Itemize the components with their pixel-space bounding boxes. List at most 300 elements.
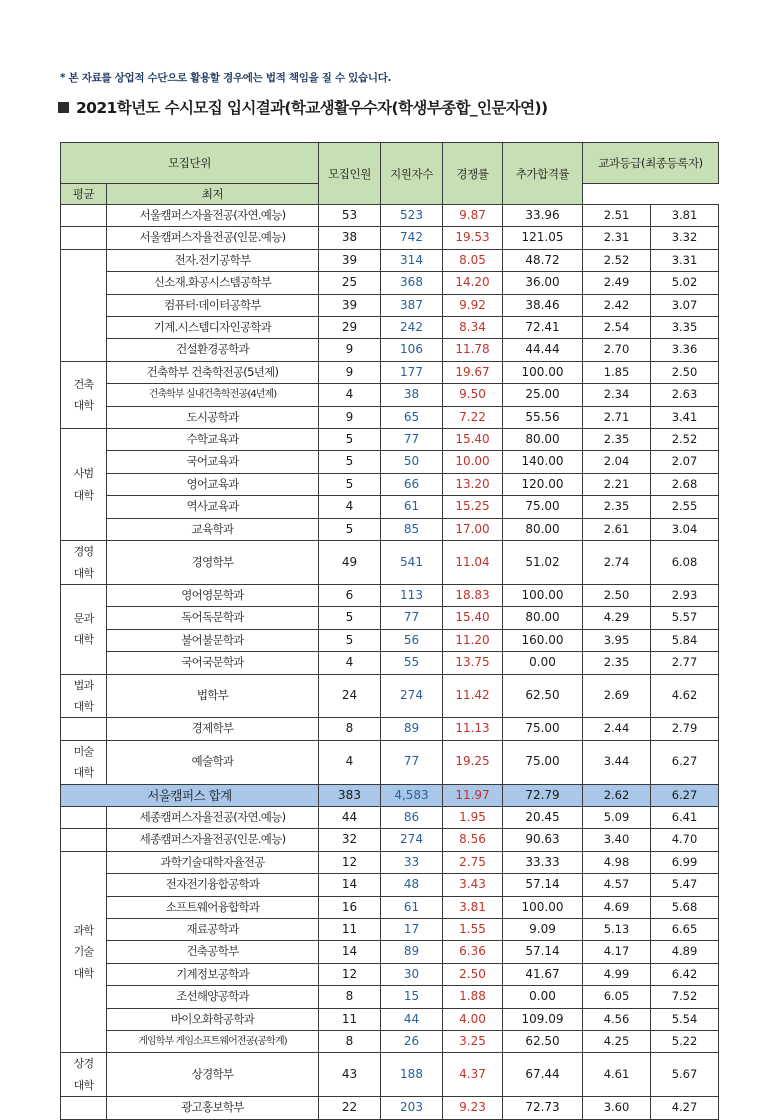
capacity-cell: 6 — [319, 584, 381, 606]
college-group-label — [61, 1097, 107, 1119]
capacity-cell: 16 — [319, 896, 381, 918]
extra-pass-rate-cell: 57.14 — [503, 941, 583, 963]
grade-average-cell: 1.85 — [583, 361, 651, 383]
extra-pass-rate-cell: 25.00 — [503, 384, 583, 406]
major-name-cell: 영어교육과 — [107, 473, 319, 495]
capacity-cell: 8 — [319, 1031, 381, 1053]
college-group-label — [61, 829, 107, 851]
competition-ratio-cell: 1.55 — [443, 919, 503, 941]
major-name-cell: 기계정보공학과 — [107, 963, 319, 985]
grade-average-cell: 3.40 — [583, 829, 651, 851]
header-capacity: 모집인원 — [319, 143, 381, 205]
capacity-cell: 29 — [319, 317, 381, 339]
competition-ratio-cell: 15.40 — [443, 429, 503, 451]
applicants-cell: 368 — [381, 272, 443, 294]
header-ratio: 경쟁률 — [443, 143, 503, 205]
competition-ratio-cell: 7.22 — [443, 406, 503, 428]
competition-ratio-cell: 17.00 — [443, 518, 503, 540]
grade-average-cell: 3.44 — [583, 740, 651, 784]
table-row — [61, 294, 719, 316]
extra-pass-rate-cell: 75.00 — [503, 496, 583, 518]
capacity-cell: 43 — [319, 1053, 381, 1097]
extra-pass-rate-cell: 57.14 — [503, 874, 583, 896]
college-group-label — [61, 249, 107, 361]
grade-minimum-cell: 3.81 — [651, 205, 719, 227]
applicants-cell: 742 — [381, 227, 443, 249]
table-row — [61, 496, 719, 518]
capacity-cell: 22 — [319, 1097, 381, 1119]
competition-ratio-cell: 8.34 — [443, 317, 503, 339]
capacity-cell: 49 — [319, 541, 381, 585]
grade-average-cell: 2.35 — [583, 429, 651, 451]
capacity-cell: 383 — [319, 784, 381, 806]
major-name-cell: 수학교육과 — [107, 429, 319, 451]
extra-pass-rate-cell: 62.50 — [503, 674, 583, 718]
applicants-cell: 15 — [381, 986, 443, 1008]
grade-average-cell: 4.61 — [583, 1053, 651, 1097]
grade-average-cell: 2.35 — [583, 496, 651, 518]
major-name-cell: 건설환경공학과 — [107, 339, 319, 361]
extra-pass-rate-cell: 67.44 — [503, 1053, 583, 1097]
table-row — [61, 406, 719, 428]
major-name-cell: 역사교육과 — [107, 496, 319, 518]
college-group-label: 미술 대학 — [61, 740, 107, 784]
grade-minimum-cell: 2.50 — [651, 361, 719, 383]
grade-average-cell: 4.56 — [583, 1008, 651, 1030]
major-name-cell: 바이오화학공학과 — [107, 1008, 319, 1030]
major-name-cell: 경제학부 — [107, 718, 319, 740]
extra-pass-rate-cell: 80.00 — [503, 429, 583, 451]
competition-ratio-cell: 14.20 — [443, 272, 503, 294]
competition-ratio-cell: 13.75 — [443, 652, 503, 674]
competition-ratio-cell: 2.75 — [443, 851, 503, 873]
table-row — [61, 674, 719, 718]
applicants-cell: 56 — [381, 629, 443, 651]
extra-pass-rate-cell: 80.00 — [503, 607, 583, 629]
grade-average-cell: 2.54 — [583, 317, 651, 339]
table-row — [61, 317, 719, 339]
applicants-cell: 85 — [381, 518, 443, 540]
extra-pass-rate-cell: 38.46 — [503, 294, 583, 316]
applicants-cell: 38 — [381, 384, 443, 406]
grade-average-cell: 2.74 — [583, 541, 651, 585]
grade-minimum-cell: 5.02 — [651, 272, 719, 294]
table-row — [61, 851, 719, 873]
college-group-label: 경영 대학 — [61, 541, 107, 585]
capacity-cell: 9 — [319, 339, 381, 361]
applicants-cell: 106 — [381, 339, 443, 361]
grade-minimum-cell: 5.84 — [651, 629, 719, 651]
competition-ratio-cell: 8.56 — [443, 829, 503, 851]
capacity-cell: 25 — [319, 272, 381, 294]
competition-ratio-cell: 9.87 — [443, 205, 503, 227]
capacity-cell: 38 — [319, 227, 381, 249]
extra-pass-rate-cell: 72.79 — [503, 784, 583, 806]
competition-ratio-cell: 9.92 — [443, 294, 503, 316]
grade-average-cell: 2.31 — [583, 227, 651, 249]
extra-pass-rate-cell: 48.72 — [503, 249, 583, 271]
table-row — [61, 718, 719, 740]
grade-minimum-cell: 6.27 — [651, 740, 719, 784]
grade-average-cell: 2.42 — [583, 294, 651, 316]
applicants-cell: 17 — [381, 919, 443, 941]
table-body — [61, 205, 719, 1120]
major-name-cell: 과학기술대학자율전공 — [107, 851, 319, 873]
major-name-cell: 전자.전기공학부 — [107, 249, 319, 271]
extra-pass-rate-cell: 75.00 — [503, 740, 583, 784]
competition-ratio-cell: 9.23 — [443, 1097, 503, 1119]
competition-ratio-cell: 3.43 — [443, 874, 503, 896]
major-name-cell: 예술학과 — [107, 740, 319, 784]
major-name-cell: 교육학과 — [107, 518, 319, 540]
capacity-cell: 5 — [319, 629, 381, 651]
grade-average-cell: 2.04 — [583, 451, 651, 473]
table-row — [61, 963, 719, 985]
table-row — [61, 272, 719, 294]
grade-minimum-cell: 4.62 — [651, 674, 719, 718]
extra-pass-rate-cell: 20.45 — [503, 806, 583, 828]
header-grade-group: 교과등급(최종등록자) — [583, 143, 719, 184]
major-name-cell: 재료공학과 — [107, 919, 319, 941]
college-group-label — [61, 205, 107, 227]
competition-ratio-cell: 19.53 — [443, 227, 503, 249]
grade-minimum-cell: 3.04 — [651, 518, 719, 540]
extra-pass-rate-cell: 55.56 — [503, 406, 583, 428]
table-row — [61, 227, 719, 249]
grade-average-cell: 2.62 — [583, 784, 651, 806]
extra-pass-rate-cell: 33.96 — [503, 205, 583, 227]
grade-minimum-cell: 6.08 — [651, 541, 719, 585]
extra-pass-rate-cell: 72.41 — [503, 317, 583, 339]
grade-average-cell: 2.61 — [583, 518, 651, 540]
grade-minimum-cell: 7.52 — [651, 986, 719, 1008]
capacity-cell: 4 — [319, 652, 381, 674]
table-row-total — [61, 784, 719, 806]
table-row — [61, 339, 719, 361]
college-group-label: 건축 대학 — [61, 361, 107, 428]
extra-pass-rate-cell: 36.00 — [503, 272, 583, 294]
table-row — [61, 1053, 719, 1097]
grade-average-cell: 2.44 — [583, 718, 651, 740]
grade-average-cell: 2.52 — [583, 249, 651, 271]
page-title-text: 2021학년도 수시모집 입시결과(학교생활우수자(학생부종합_인문자연)) — [76, 99, 548, 117]
capacity-cell: 11 — [319, 919, 381, 941]
extra-pass-rate-cell: 75.00 — [503, 718, 583, 740]
extra-pass-rate-cell: 0.00 — [503, 986, 583, 1008]
extra-pass-rate-cell: 41.67 — [503, 963, 583, 985]
extra-pass-rate-cell: 109.09 — [503, 1008, 583, 1030]
applicants-cell: 242 — [381, 317, 443, 339]
major-name-cell: 서울캠퍼스자율전공(자연.예능) — [107, 205, 319, 227]
grade-average-cell: 2.49 — [583, 272, 651, 294]
competition-ratio-cell: 10.00 — [443, 451, 503, 473]
applicants-cell: 541 — [381, 541, 443, 585]
major-name-cell: 세종캠퍼스자율전공(인문.예능) — [107, 829, 319, 851]
grade-minimum-cell: 3.32 — [651, 227, 719, 249]
table-row — [61, 829, 719, 851]
grade-minimum-cell: 3.07 — [651, 294, 719, 316]
applicants-cell: 77 — [381, 429, 443, 451]
major-name-cell: 컴퓨터·데이터공학부 — [107, 294, 319, 316]
applicants-cell: 48 — [381, 874, 443, 896]
table-row — [61, 205, 719, 227]
applicants-cell: 274 — [381, 829, 443, 851]
competition-ratio-cell: 2.50 — [443, 963, 503, 985]
grade-minimum-cell: 2.93 — [651, 584, 719, 606]
capacity-cell: 9 — [319, 406, 381, 428]
major-name-cell: 기계.시스템디자인공학과 — [107, 317, 319, 339]
total-row-label: 서울캠퍼스 합계 — [61, 784, 319, 806]
table-row — [61, 473, 719, 495]
grade-average-cell: 5.13 — [583, 919, 651, 941]
legal-notice: * 본 자료를 상업적 수단으로 활용할 경우에는 법적 책임을 질 수 있습니다. — [60, 72, 392, 84]
grade-average-cell: 4.17 — [583, 941, 651, 963]
grade-average-cell: 2.34 — [583, 384, 651, 406]
grade-average-cell: 2.21 — [583, 473, 651, 495]
capacity-cell: 5 — [319, 518, 381, 540]
extra-pass-rate-cell: 140.00 — [503, 451, 583, 473]
major-name-cell: 도시공학과 — [107, 406, 319, 428]
table-row — [61, 941, 719, 963]
extra-pass-rate-cell: 100.00 — [503, 584, 583, 606]
grade-minimum-cell: 3.35 — [651, 317, 719, 339]
table-row — [61, 429, 719, 451]
header-grade-avg: 평균 — [61, 184, 107, 205]
major-name-cell: 전자전기융합공학과 — [107, 874, 319, 896]
capacity-cell: 4 — [319, 496, 381, 518]
competition-ratio-cell: 19.67 — [443, 361, 503, 383]
table-row — [61, 541, 719, 585]
grade-minimum-cell: 6.27 — [651, 784, 719, 806]
grade-minimum-cell: 2.55 — [651, 496, 719, 518]
applicants-cell: 177 — [381, 361, 443, 383]
grade-minimum-cell: 6.41 — [651, 806, 719, 828]
applicants-cell: 61 — [381, 896, 443, 918]
major-name-cell: 불어불문학과 — [107, 629, 319, 651]
grade-minimum-cell: 5.22 — [651, 1031, 719, 1053]
extra-pass-rate-cell: 90.63 — [503, 829, 583, 851]
major-name-cell: 국어교육과 — [107, 451, 319, 473]
grade-average-cell: 2.35 — [583, 652, 651, 674]
header-grade-min: 최저 — [107, 184, 319, 205]
competition-ratio-cell: 3.25 — [443, 1031, 503, 1053]
applicants-cell: 86 — [381, 806, 443, 828]
competition-ratio-cell: 3.81 — [443, 896, 503, 918]
extra-pass-rate-cell: 121.05 — [503, 227, 583, 249]
grade-minimum-cell: 2.63 — [651, 384, 719, 406]
applicants-cell: 188 — [381, 1053, 443, 1097]
applicants-cell: 50 — [381, 451, 443, 473]
college-group-label: 상경 대학 — [61, 1053, 107, 1097]
table-row — [61, 584, 719, 606]
table-row — [61, 451, 719, 473]
capacity-cell: 39 — [319, 294, 381, 316]
grade-minimum-cell: 5.57 — [651, 607, 719, 629]
major-name-cell: 경영학부 — [107, 541, 319, 585]
competition-ratio-cell: 6.36 — [443, 941, 503, 963]
grade-minimum-cell: 2.68 — [651, 473, 719, 495]
extra-pass-rate-cell: 33.33 — [503, 851, 583, 873]
table-row — [61, 361, 719, 383]
applicants-cell: 65 — [381, 406, 443, 428]
grade-average-cell: 3.60 — [583, 1097, 651, 1119]
major-name-cell: 영어영문학과 — [107, 584, 319, 606]
applicants-cell: 4,583 — [381, 784, 443, 806]
grade-minimum-cell: 2.77 — [651, 652, 719, 674]
major-name-cell: 법학부 — [107, 674, 319, 718]
grade-average-cell: 5.09 — [583, 806, 651, 828]
grade-minimum-cell: 4.27 — [651, 1097, 719, 1119]
table-row — [61, 806, 719, 828]
applicants-cell: 33 — [381, 851, 443, 873]
applicants-cell: 113 — [381, 584, 443, 606]
major-name-cell: 게임학부 게임소프트웨어전공(공학계) — [107, 1031, 319, 1053]
table-row — [61, 629, 719, 651]
table-row — [61, 986, 719, 1008]
applicants-cell: 61 — [381, 496, 443, 518]
capacity-cell: 11 — [319, 1008, 381, 1030]
applicants-cell: 203 — [381, 1097, 443, 1119]
header-extra-pass-rate: 추가합격률 — [503, 143, 583, 205]
capacity-cell: 32 — [319, 829, 381, 851]
header-row-top — [61, 143, 719, 184]
header-applicants: 지원자수 — [381, 143, 443, 205]
grade-minimum-cell: 2.79 — [651, 718, 719, 740]
applicants-cell: 26 — [381, 1031, 443, 1053]
grade-average-cell: 2.51 — [583, 205, 651, 227]
major-name-cell: 광고홍보학부 — [107, 1097, 319, 1119]
grade-average-cell: 2.69 — [583, 674, 651, 718]
table-row — [61, 652, 719, 674]
capacity-cell: 5 — [319, 451, 381, 473]
extra-pass-rate-cell: 51.02 — [503, 541, 583, 585]
capacity-cell: 5 — [319, 429, 381, 451]
table-header — [61, 143, 719, 205]
grade-average-cell: 2.50 — [583, 584, 651, 606]
grade-minimum-cell: 5.68 — [651, 896, 719, 918]
table-row — [61, 518, 719, 540]
capacity-cell: 12 — [319, 963, 381, 985]
grade-average-cell: 4.99 — [583, 963, 651, 985]
capacity-cell: 4 — [319, 740, 381, 784]
college-group-label: 과학 기술 대학 — [61, 851, 107, 1053]
applicants-cell: 44 — [381, 1008, 443, 1030]
college-group-label: 문과 대학 — [61, 584, 107, 674]
table-row — [61, 919, 719, 941]
extra-pass-rate-cell: 44.44 — [503, 339, 583, 361]
grade-minimum-cell: 4.89 — [651, 941, 719, 963]
college-group-label — [61, 806, 107, 828]
capacity-cell: 39 — [319, 249, 381, 271]
grade-average-cell: 4.69 — [583, 896, 651, 918]
grade-average-cell: 4.98 — [583, 851, 651, 873]
table-row — [61, 874, 719, 896]
capacity-cell: 9 — [319, 361, 381, 383]
table-row — [61, 607, 719, 629]
extra-pass-rate-cell: 62.50 — [503, 1031, 583, 1053]
square-bullet-icon — [58, 102, 69, 113]
table-row — [61, 384, 719, 406]
competition-ratio-cell: 8.05 — [443, 249, 503, 271]
college-group-label — [61, 718, 107, 740]
competition-ratio-cell: 11.13 — [443, 718, 503, 740]
table-row — [61, 1008, 719, 1030]
grade-minimum-cell: 5.54 — [651, 1008, 719, 1030]
grade-minimum-cell: 4.70 — [651, 829, 719, 851]
capacity-cell: 8 — [319, 986, 381, 1008]
applicants-cell: 89 — [381, 718, 443, 740]
college-group-label: 사범 대학 — [61, 429, 107, 541]
capacity-cell: 53 — [319, 205, 381, 227]
header-unit: 모집단위 — [61, 143, 319, 184]
extra-pass-rate-cell: 72.73 — [503, 1097, 583, 1119]
applicants-cell: 274 — [381, 674, 443, 718]
applicants-cell: 66 — [381, 473, 443, 495]
grade-minimum-cell: 6.65 — [651, 919, 719, 941]
grade-average-cell: 3.95 — [583, 629, 651, 651]
competition-ratio-cell: 19.25 — [443, 740, 503, 784]
grade-average-cell: 2.71 — [583, 406, 651, 428]
applicants-cell: 314 — [381, 249, 443, 271]
competition-ratio-cell: 11.42 — [443, 674, 503, 718]
college-group-label — [61, 227, 107, 249]
competition-ratio-cell: 1.88 — [443, 986, 503, 1008]
major-name-cell: 건축공학부 — [107, 941, 319, 963]
competition-ratio-cell: 18.83 — [443, 584, 503, 606]
grade-minimum-cell: 6.42 — [651, 963, 719, 985]
applicants-cell: 30 — [381, 963, 443, 985]
extra-pass-rate-cell: 120.00 — [503, 473, 583, 495]
extra-pass-rate-cell: 0.00 — [503, 652, 583, 674]
grade-minimum-cell: 2.07 — [651, 451, 719, 473]
admissions-results-table — [60, 142, 719, 1120]
competition-ratio-cell: 15.25 — [443, 496, 503, 518]
grade-average-cell: 4.57 — [583, 874, 651, 896]
major-name-cell: 신소재.화공시스템공학부 — [107, 272, 319, 294]
college-group-label: 법과 대학 — [61, 674, 107, 718]
extra-pass-rate-cell: 80.00 — [503, 518, 583, 540]
capacity-cell: 8 — [319, 718, 381, 740]
grade-minimum-cell: 5.47 — [651, 874, 719, 896]
table-row — [61, 1031, 719, 1053]
table-row — [61, 896, 719, 918]
grade-minimum-cell: 3.31 — [651, 249, 719, 271]
competition-ratio-cell: 11.97 — [443, 784, 503, 806]
extra-pass-rate-cell: 160.00 — [503, 629, 583, 651]
capacity-cell: 24 — [319, 674, 381, 718]
capacity-cell: 5 — [319, 473, 381, 495]
capacity-cell: 5 — [319, 607, 381, 629]
grade-average-cell: 6.05 — [583, 986, 651, 1008]
competition-ratio-cell: 13.20 — [443, 473, 503, 495]
major-name-cell: 국어국문학과 — [107, 652, 319, 674]
grade-average-cell: 4.29 — [583, 607, 651, 629]
competition-ratio-cell: 9.50 — [443, 384, 503, 406]
table-row — [61, 1097, 719, 1119]
major-name-cell: 조선해양공학과 — [107, 986, 319, 1008]
grade-minimum-cell: 3.36 — [651, 339, 719, 361]
capacity-cell: 4 — [319, 384, 381, 406]
competition-ratio-cell: 11.78 — [443, 339, 503, 361]
applicants-cell: 55 — [381, 652, 443, 674]
competition-ratio-cell: 1.95 — [443, 806, 503, 828]
table-row — [61, 740, 719, 784]
capacity-cell: 14 — [319, 941, 381, 963]
applicants-cell: 523 — [381, 205, 443, 227]
extra-pass-rate-cell: 100.00 — [503, 361, 583, 383]
grade-minimum-cell: 5.67 — [651, 1053, 719, 1097]
major-name-cell: 상경학부 — [107, 1053, 319, 1097]
